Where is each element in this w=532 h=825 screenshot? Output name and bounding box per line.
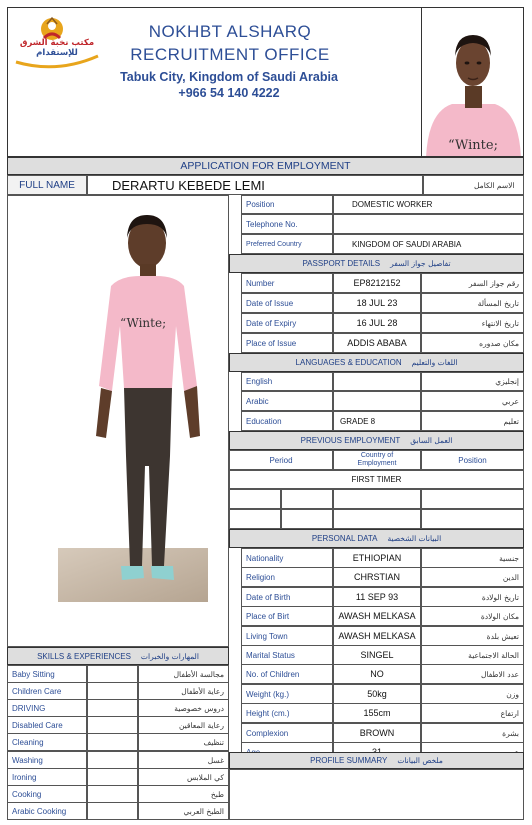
- employment-cell: [421, 509, 524, 529]
- personal-field-arabic: مكان الولادة: [421, 606, 524, 626]
- skill-arabic: غسل: [138, 751, 229, 769]
- personal-field-arabic: جنسية: [421, 548, 524, 568]
- skill-level: [87, 785, 138, 803]
- skill-label: Washing: [7, 751, 87, 769]
- company-name: NOKHBT ALSHARQ: [148, 22, 312, 41]
- employment-country-header-line1: Country of: [360, 452, 394, 459]
- expiry-date-value: 16 JUL 28: [333, 313, 421, 333]
- city-line: Tabuk City, Kingdom of Saudi Arabia: [120, 70, 338, 84]
- languages-title-arabic: اللغات والتعليم: [411, 358, 458, 367]
- employment-section-header: [229, 431, 524, 450]
- place-of-issue-value: ADDIS ABABA: [333, 333, 421, 353]
- skill-arabic: الطبخ العربي: [138, 802, 229, 820]
- personal-field-label: Height (cm.): [241, 703, 333, 723]
- employment-country-header: [333, 450, 421, 470]
- personal-field-arabic: بشرة: [421, 723, 524, 743]
- telephone-value: [333, 214, 524, 234]
- skill-level: [87, 665, 138, 683]
- skill-level: [87, 768, 138, 786]
- employment-title: PREVIOUS EMPLOYMENT: [300, 436, 401, 445]
- personal-field-arabic: تاريخ الولادة: [421, 587, 524, 607]
- contact-block: [96, 69, 362, 101]
- personal-field-arabic: عدد الاطفال: [421, 664, 524, 684]
- full-name-label: FULL NAME: [7, 175, 87, 195]
- passport-number-label: Number: [241, 273, 333, 293]
- passport-title-arabic: تفاصيل جواز السفر: [390, 259, 451, 268]
- personal-title: PERSONAL DATA: [311, 534, 378, 543]
- employment-cell: [229, 489, 281, 509]
- personal-section-header: [229, 529, 524, 548]
- personal-field-arabic: وزن: [421, 684, 524, 704]
- arabic-arabic: عربي: [421, 391, 524, 411]
- profile-summary-title-arabic: ملخص البيانات: [397, 756, 443, 765]
- arabic-value: [333, 391, 421, 411]
- languages-section-header: [229, 353, 524, 372]
- full-name-value: DERARTU KEBEDE LEMI: [87, 175, 423, 195]
- personal-field-arabic: تعيش بلدة: [421, 626, 524, 646]
- personal-field-value: 11 SEP 93: [333, 587, 421, 607]
- personal-field-arabic: الحالة الاجتماعية: [421, 645, 524, 665]
- company-header: [100, 20, 360, 66]
- employment-cell: [281, 489, 333, 509]
- skill-arabic: مجالسة الأطفال: [138, 665, 229, 683]
- employment-position-header: Position: [421, 450, 524, 470]
- headshot-photo: [421, 7, 524, 157]
- personal-field-label: Weight (kg.): [241, 684, 333, 704]
- logo-text: [14, 38, 100, 58]
- personal-field-label: Living Town: [241, 626, 333, 646]
- passport-number-arabic: رقم جواز السفر: [421, 273, 524, 293]
- personal-field-value: 50kg: [333, 684, 421, 704]
- personal-title-arabic: البيانات الشخصية: [387, 534, 442, 543]
- skill-label: Baby Sitting: [7, 665, 87, 683]
- preferred-country-label: Preferred Country: [241, 234, 333, 254]
- skill-label: Cooking: [7, 785, 87, 803]
- skill-label: Disabled Care: [7, 716, 87, 734]
- position-value: DOMESTIC WORKER: [333, 195, 524, 214]
- headshot-shirt-text: “Winte;: [448, 138, 498, 153]
- telephone-label: Telephone No.: [241, 214, 333, 234]
- skill-level: [87, 802, 138, 820]
- employment-period-header: Period: [229, 450, 333, 470]
- full-name-arabic: الاسم الكامل: [423, 175, 524, 195]
- issue-date-label: Date of Issue: [241, 293, 333, 313]
- profile-summary-header: [229, 752, 524, 769]
- personal-field-label: Religion: [241, 567, 333, 587]
- phone-line: +966 54 140 4222: [178, 86, 280, 100]
- skill-label: DRIVING: [7, 699, 87, 717]
- expiry-date-label: Date of Expiry: [241, 313, 333, 333]
- personal-field-label: Marital Status: [241, 645, 333, 665]
- logo-text-line1: مكتب نخبة الشرق: [19, 38, 95, 48]
- personal-field-arabic: الدين: [421, 567, 524, 587]
- full-body-photo: [7, 195, 229, 647]
- personal-field-value: AWASH MELKASA: [333, 626, 421, 646]
- profile-summary-title: PROFILE SUMMARY: [310, 756, 388, 765]
- passport-title: PASSPORT DETAILS: [302, 259, 381, 268]
- place-of-issue-label: Place of Issue: [241, 333, 333, 353]
- personal-field-label: No. of Children: [241, 664, 333, 684]
- skill-label: Children Care: [7, 682, 87, 700]
- personal-field-value: CHRSTIAN: [333, 567, 421, 587]
- skills-title-arabic: المهارات والخبرات: [140, 651, 199, 661]
- education-label: Education: [241, 411, 333, 431]
- personal-field-label: Nationality: [241, 548, 333, 568]
- personal-field-value: AWASH MELKASA: [333, 606, 421, 626]
- expiry-date-arabic: تاريخ الانتهاء: [421, 313, 524, 333]
- profile-summary-body: [229, 769, 524, 820]
- english-value: [333, 372, 421, 391]
- languages-title: LANGUAGES & EDUCATION: [295, 358, 402, 367]
- employment-status: FIRST TIMER: [229, 470, 524, 489]
- office-name: RECRUITMENT OFFICE: [130, 45, 330, 64]
- education-arabic: تعليم: [421, 411, 524, 431]
- skill-arabic: كي الملابس: [138, 768, 229, 786]
- personal-field-label: Place of Birt: [241, 606, 333, 626]
- personal-field-label: Complexion: [241, 723, 333, 743]
- english-arabic: إنجليزي: [421, 372, 524, 391]
- place-of-issue-arabic: مكان صدوره: [421, 333, 524, 353]
- personal-field-value: BROWN: [333, 723, 421, 743]
- employment-cell: [333, 489, 421, 509]
- english-label: English: [241, 372, 333, 391]
- education-value: GRADE 8: [333, 411, 421, 431]
- skill-arabic: رعاية المعاقين: [138, 716, 229, 734]
- skill-level: [87, 716, 138, 734]
- logo-text-line2: للإستقدام: [36, 48, 78, 58]
- employment-cell: [421, 489, 524, 509]
- issue-date-arabic: تاريخ المسألة: [421, 293, 524, 313]
- personal-field-value: ETHIOPIAN: [333, 548, 421, 568]
- personal-field-arabic: ارتفاع: [421, 703, 524, 723]
- employment-country-header-line2: Employment: [357, 460, 397, 467]
- body-shirt-text: “Winte;: [120, 316, 167, 330]
- employment-cell: [281, 509, 333, 529]
- skills-section-header: [7, 647, 229, 665]
- personal-field-value: NO: [333, 664, 421, 684]
- personal-field-label: Date of Birth: [241, 587, 333, 607]
- skills-title: SKILLS & EXPERIENCES: [37, 651, 131, 661]
- skill-label: Cleaning: [7, 733, 87, 751]
- employment-cell: [229, 509, 281, 529]
- position-label: Position: [241, 195, 333, 214]
- skill-level: [87, 699, 138, 717]
- skill-arabic: دروس خصوصية: [138, 699, 229, 717]
- skill-arabic: رعاية الأطفال: [138, 682, 229, 700]
- skill-level: [87, 733, 138, 751]
- passport-number-value: EP8212152: [333, 273, 421, 293]
- employment-title-arabic: العمل السابق: [410, 436, 453, 445]
- employment-cell: [333, 509, 421, 529]
- arabic-label: Arabic: [241, 391, 333, 411]
- personal-field-value: SINGEL: [333, 645, 421, 665]
- skill-level: [87, 751, 138, 769]
- preferred-country-value: KINGDOM OF SAUDI ARABIA: [333, 234, 524, 254]
- skill-level: [87, 682, 138, 700]
- skill-label: Ironing: [7, 768, 87, 786]
- form-title: APPLICATION FOR EMPLOYMENT: [7, 157, 524, 175]
- skill-arabic: تنظيف: [138, 733, 229, 751]
- personal-field-value: 155cm: [333, 703, 421, 723]
- skill-label: Arabic Cooking: [7, 802, 87, 820]
- passport-section-header: [229, 254, 524, 273]
- skill-arabic: طبخ: [138, 785, 229, 803]
- issue-date-value: 18 JUL 23: [333, 293, 421, 313]
